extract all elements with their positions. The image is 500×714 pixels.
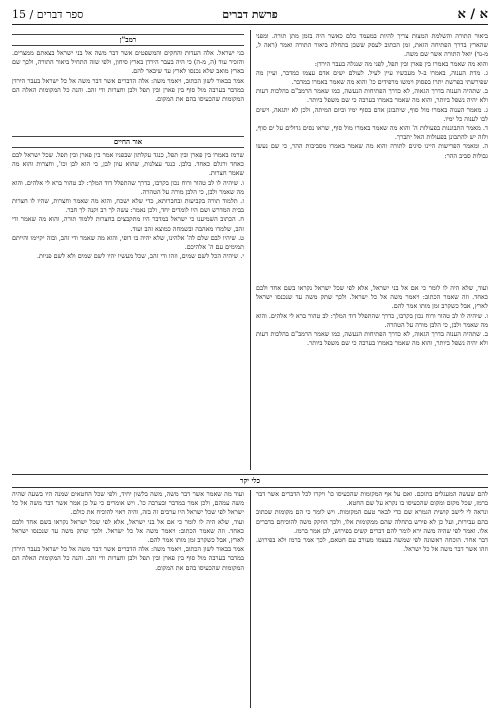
- paragraph: ג. מדת הענוה, באמרו ב-ל מעכשיו עיין לעיל. לעולם ישים אדם עצמו כמדבר, ועיין מה שפירשתי בפרשת יתרו בפסוק וימשו מרפידים כו' והוא מה שאמר באמרו במדבר.: [256, 68, 488, 87]
- bottom-left-column: [12, 490, 244, 708]
- column-divider-bottom: [250, 490, 251, 708]
- chapter-ref: א / א: [457, 7, 488, 22]
- section-label-or-hachaim: אור החיים: [12, 136, 244, 148]
- bottom-right-column: [256, 490, 488, 708]
- paragraph: ד. מאמר התבוננות בפעולות ה' והוא מה שאמר באמרו מול סוף, שראו נסים גדולים על ים סוף, ולזה יש להתבונן בפעולות האל יתברך.: [256, 124, 488, 142]
- paragraph: ונראה לי לישב קושית הגמרא שם כדי לבאר טעם המקומות. ויש לומר כי הם מקומות שכתוב בהם עבירות, ועל כן לא פירש בתחלה שהם ממקומות אלו, ולכך הוזקק משה להוכיחם בדברים אלו. ואמר לפי שהיה משה ירא לומר להם דברים קשים בפירוש, לכן אמר ברמז.: [256, 508, 488, 535]
- page-header: [12, 6, 488, 25]
- paragraph: להם שעשה המעגלים בתוכם. ואם על אף המקומות שהכעיסו כו' ויקרו לכל הדברים אשר דבר ברמז, שכל מקום ומקום שהכעיסו בו נקרא על שם החטא.: [256, 490, 488, 508]
- section-label-ramban: רמב"ן: [12, 34, 244, 46]
- right-column-lower: [256, 284, 488, 470]
- paragraph: והוא מה שאמר באמרו בין פארן ובין תפל, לפני מה שנגלה בעבר הירדן:: [314, 59, 488, 68]
- parsha-title: פרשת דברים: [222, 8, 278, 21]
- right-column-upper: [256, 32, 488, 282]
- left-column-middle: [12, 134, 244, 470]
- paragraph: אמר בבאור לשון הכתוב, ויאמר משה: אלה הדברים אשר דבר משה אל כל ישראל בעבר הירדן במדבר בערבה מול סוף בין פארן ובין תפל ולבן וחצרות ודי זהב. והנה כל המקומות האלה הם המקומות שהכעיסו בהם את המקום.: [12, 545, 244, 572]
- section-label-kli-yakar: כלי יקר: [240, 476, 260, 485]
- section-divider: [12, 474, 488, 475]
- paragraph: ו. שיהיה לו לב טהור ורוח נכון בקרבו, כדרך שהתפלל דוד המלך: לב טהור ברא לי אלהים. והוא מה שאמר ולבן, כי הלבן מורה על הטהרה.: [12, 178, 244, 196]
- paragraph: ועוד מה שאמר אשר דבר משה, משה בלשון יחיד, ולפי שכל החטאים שמנה היו בשעה שהיה משה עמהם, ולכן אמר במדבר ובערבה כו'. ויש אומרים כי על כן אמר אשר דבר משה אל כל ישראל לפי שכל ישראל היו ערבים זה בזה, והיה ראוי להוכיח את כולם.: [12, 490, 244, 517]
- paragraph: ו. שיהיה לו לב טהור ורוח נכון בקרבו, כדרך שהתפלל דוד המלך: לב טהור ברא לי אלהים. והוא מה שאמר ולבן, כי הלבן מורה על הטהרה.: [256, 311, 488, 329]
- left-column-upper: [12, 32, 244, 132]
- paragraph: ה. ומאמר הפרישות היינו סיגים לתורה והוא מה שאמר באמרו מסביבות ההר, כי שם נעשו גבולות סביב ההר:: [256, 142, 488, 160]
- paragraph: שרמז באמרו בין פארן ובין תפל, כנגד עקלתון שבפניו אמר בין פארן ובין תפל. שכל ישראל לבם כאחד ורגלם כאחד. בלבן. כנגד עצלנות, שהוא עוון לבן, כי הוא לבן וכו', וחצרות והוא מה שאמר חצרות.: [12, 151, 244, 178]
- paragraph: י. שיהיה הכל לשם שמים, וזהו ודי זהב, שכל מעשיו יהיו לשם שמים ולא לשם פניות.: [36, 252, 244, 261]
- paragraph: ב. שתהיה הענוה בדרך הגאוה, לא כדרך הפתיחות הנעשה, כמו שאמר הרמב"ם בהלכות דעות ולא יהיה נשפל ביותר, והוא מה שאמר באמרו בערבה כי שם משפל ביותר.: [256, 330, 488, 348]
- paragraph: אמר בבאור לשון הכתוב, ויאמר משה: אלה הדברים אשר דבר משה אל כל ישראל בעבר הירדן במדבר בערבה מול סוף בין פארן ובין תפל ולבן וחצרות ודי זהב. והנה כל המקומות האלה הם המקומות שהכעיסו בהם את המקום.: [12, 76, 244, 104]
- page-number: ספר דברים / 15: [12, 8, 84, 21]
- paragraph: ג. מאמר הענוה באמרו מול סוף, שיתבונן אדם בסוף ימיו וביום המיתה, ולכן לא יתגאה, וישים לבו לענוה כל ימיו.: [256, 105, 488, 123]
- column-divider: [250, 30, 251, 470]
- paragraph: ועוד, שלא היה לו לומר כי אם אל בני ישראל, אלא לפי שכל ישראל נקראו בשם אחד ולבם כאחד. וזה שאמר הכתוב: ויאמר משה אל כל ישראל. ולכך שתק משה עד שנכנסו ישראל לארץ, אבל כשקרב זמן מותו אמר להם.: [12, 517, 244, 545]
- section-divider: [12, 487, 488, 488]
- paragraph: ז. תלמוד תורה בקביעות ובחברותא, כדי שלא ישכח, והוא מה שאמר וחצרות, שהיו לו חצרות בבית המדרש ושם היו לומדים יחד, ולכן נאמר: עשה לך רב וקנה לך חבר.: [12, 197, 244, 215]
- paragraph: דבר אחר. הוכחה ראשונה לפי שמשה בעצמו מעורב עם חטאם, לכך אמר ברמז ולא בפירוש. וזהו אשר דבר משה אל כל ישראל.: [256, 536, 488, 554]
- paragraph: ט. שיהיו לבם שלם לה' אלהינו, שלא יהיה בו דופי, והוא מה שאמר ודי זהב, ובזה יקיימו והייתם תמימים עם ה' אלהיכם.: [12, 233, 244, 252]
- paragraph: ביאור התורה והשלמת המצות צריך להיות במעמד כלם כאשר היה בזמן מתן תורה. ומפני שהארץ בדרך הפתיחה הזאת, זמן הכתוב לעסק ששכן בתחלת ביאור התורה ואמר (ראה ל, מ-נד) יואל התורה אשר שם משה.: [256, 32, 488, 59]
- paragraph: בני ישראל. אלה העדות והחקים והמשפטים אשר דבר משה אל בני ישראל בצאתם ממצרים. והזכיר עוד (ה, מ-ה) כי היה בעבר הירדן בארץ סיחון, ולפי שזה התחיל ביאור התורה, ולכך שם בארץ מואב שלא נכנסו לארץ עד שיבאר להם.: [12, 49, 244, 76]
- paragraph: ועוד, שלא היה לו לומר כי אם אל בני ישראל, אלא לפי שכל ישראל נקראו בשם אחד ולבם כאחד. וזה שאמר הכתוב: ויאמר משה אל כל ישראל. ולכך שתק משה עד שנכנסו ישראל לארץ, אבל כשקרב זמן מותו אמר להם.: [256, 284, 488, 311]
- paragraph: ח. הכתוב השמיענו כי ישראל במדבר היו מתקבצים בחצרות ללמוד תורה, והוא מה שאמר ודי זהב, שלמדו מאהבה ובשמחה כמוצא זהב ועוד.: [12, 215, 244, 233]
- paragraph: ב. שתהיה הענוה בדרך הגאוה, לא כדרך הפתיחות הנעשה, כמו שאמר הרמב"ם בהלכות דעות ולא יהיה נשפל ביותר, והוא מה שאמר באמרו בערבה כי שם משפל ביותר.: [256, 87, 488, 105]
